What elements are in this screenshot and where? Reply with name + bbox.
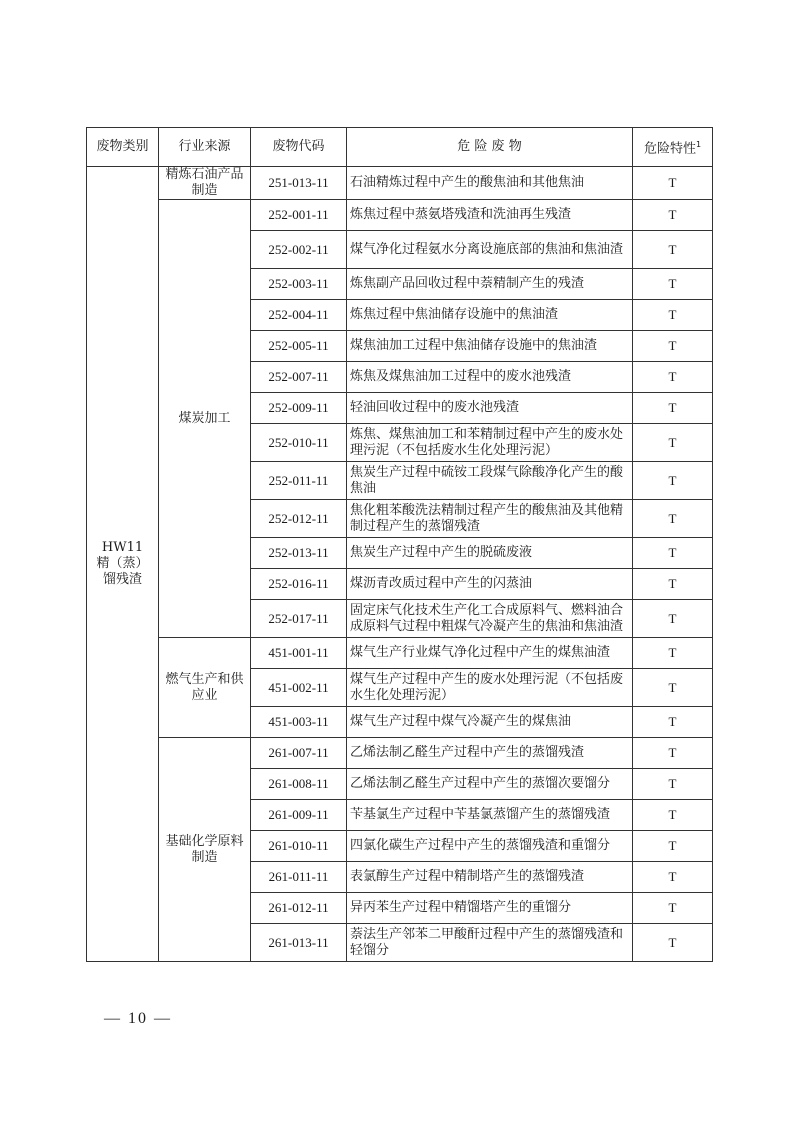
hazard-characteristic-cell: T xyxy=(633,862,713,893)
waste-description-cell: 炼焦、煤焦油加工和苯精制过程中产生的废水处理污泥（不包括废水生化处理污泥） xyxy=(347,424,633,462)
table-row xyxy=(87,167,713,200)
waste-description-cell: 煤气生产行业煤气净化过程中产生的煤焦油渣 xyxy=(347,638,633,669)
waste-description-cell: 表氯醇生产过程中精制塔产生的蒸馏残渣 xyxy=(347,862,633,893)
hazard-characteristic-cell: T xyxy=(633,200,713,231)
header-category: 废物类别 xyxy=(87,128,159,167)
hazard-characteristic-cell: T xyxy=(633,638,713,669)
waste-code-cell: 252-003-11 xyxy=(251,269,347,300)
waste-description-cell: 煤气生产过程中产生的废水处理污泥（不包括废水生化处理污泥） xyxy=(347,669,633,707)
waste-description-cell: 轻油回收过程中的废水池残渣 xyxy=(347,393,633,424)
hazard-characteristic-cell: T xyxy=(633,800,713,831)
waste-code-cell: 261-010-11 xyxy=(251,831,347,862)
waste-code-cell: 252-001-11 xyxy=(251,200,347,231)
waste-description-cell: 固定床气化技术生产化工合成原料气、燃料油合成原料气过程中粗煤气冷凝产生的焦油和焦油渣 xyxy=(347,600,633,638)
table-row xyxy=(87,200,713,231)
hazardous-waste-table xyxy=(86,127,713,962)
hazard-characteristic-cell: T xyxy=(633,300,713,331)
hazard-characteristic-cell: T xyxy=(633,569,713,600)
waste-code-cell: 451-003-11 xyxy=(251,707,347,738)
waste-code-cell: 252-011-11 xyxy=(251,462,347,500)
industry-source-cell: 基础化学原料 制造 xyxy=(159,738,251,962)
waste-code-cell: 252-009-11 xyxy=(251,393,347,424)
waste-description-cell: 炼焦过程中蒸氨塔残渣和洗油再生残渣 xyxy=(347,200,633,231)
hazard-characteristic-cell: T xyxy=(633,167,713,200)
hazard-characteristic-cell: T xyxy=(633,231,713,269)
header-hazard xyxy=(633,128,713,167)
waste-description-cell: 乙烯法制乙醛生产过程中产生的蒸馏残渣 xyxy=(347,738,633,769)
waste-code-cell: 251-013-11 xyxy=(251,167,347,200)
waste-code-cell: 261-013-11 xyxy=(251,924,347,962)
waste-description-cell: 萘法生产邻苯二甲酸酐过程中产生的蒸馏残渣和轻馏分 xyxy=(347,924,633,962)
hazard-characteristic-cell: T xyxy=(633,462,713,500)
waste-description-cell: 苄基氯生产过程中苄基氯蒸馏产生的蒸馏残渣 xyxy=(347,800,633,831)
page-number: — 10 — xyxy=(104,1010,172,1027)
hazard-characteristic-cell: T xyxy=(633,831,713,862)
table-body xyxy=(87,167,713,962)
hazard-characteristic-cell: T xyxy=(633,331,713,362)
header-description: 危 险 废 物 xyxy=(347,128,633,167)
hazard-characteristic-cell: T xyxy=(633,738,713,769)
waste-description-cell: 煤焦油加工过程中焦油储存设施中的焦油渣 xyxy=(347,331,633,362)
waste-description-cell: 石油精炼过程中产生的酸焦油和其他焦油 xyxy=(347,167,633,200)
waste-description-cell: 煤沥青改质过程中产生的闪蒸油 xyxy=(347,569,633,600)
waste-code-cell: 252-002-11 xyxy=(251,231,347,269)
hazard-characteristic-cell: T xyxy=(633,669,713,707)
waste-description-cell: 煤气生产过程中煤气冷凝产生的煤焦油 xyxy=(347,707,633,738)
table-header-row xyxy=(87,128,713,167)
waste-code-cell: 252-007-11 xyxy=(251,362,347,393)
waste-code-cell: 252-005-11 xyxy=(251,331,347,362)
hazard-characteristic-cell: T xyxy=(633,924,713,962)
hazard-characteristic-cell: T xyxy=(633,769,713,800)
waste-code-cell: 252-016-11 xyxy=(251,569,347,600)
waste-description-cell: 煤气净化过程氨水分离设施底部的焦油和焦油渣 xyxy=(347,231,633,269)
waste-description-cell: 焦化粗苯酸洗法精制过程产生的酸焦油及其他精制过程产生的蒸馏残渣 xyxy=(347,500,633,538)
hazard-characteristic-cell: T xyxy=(633,500,713,538)
waste-code-cell: 261-009-11 xyxy=(251,800,347,831)
waste-code-cell: 252-013-11 xyxy=(251,538,347,569)
hazard-characteristic-cell: T xyxy=(633,707,713,738)
waste-description-cell: 焦炭生产过程中硫铵工段煤气除酸净化产生的酸焦油 xyxy=(347,462,633,500)
waste-code-cell: 261-007-11 xyxy=(251,738,347,769)
waste-code-cell: 252-010-11 xyxy=(251,424,347,462)
waste-description-cell: 炼焦及煤焦油加工过程中的废水池残渣 xyxy=(347,362,633,393)
hazard-characteristic-cell: T xyxy=(633,893,713,924)
waste-description-cell: 异丙苯生产过程中精馏塔产生的重馏分 xyxy=(347,893,633,924)
waste-description-cell: 乙烯法制乙醛生产过程中产生的蒸馏次要馏分 xyxy=(347,769,633,800)
hazard-characteristic-cell: T xyxy=(633,393,713,424)
waste-description-cell: 炼焦副产品回收过程中萘精制产生的残渣 xyxy=(347,269,633,300)
hazard-characteristic-cell: T xyxy=(633,424,713,462)
waste-description-cell: 四氯化碳生产过程中产生的蒸馏残渣和重馏分 xyxy=(347,831,633,862)
waste-code-cell: 261-011-11 xyxy=(251,862,347,893)
waste-code-cell: 252-012-11 xyxy=(251,500,347,538)
hazard-characteristic-cell: T xyxy=(633,362,713,393)
industry-source-cell: 燃气生产和供 应业 xyxy=(159,638,251,738)
header-code: 废物代码 xyxy=(251,128,347,167)
waste-code-cell: 451-002-11 xyxy=(251,669,347,707)
waste-code-cell: 451-001-11 xyxy=(251,638,347,669)
waste-code-cell: 261-008-11 xyxy=(251,769,347,800)
header-hazard-footnote: 1 xyxy=(695,139,702,149)
hazard-characteristic-cell: T xyxy=(633,600,713,638)
waste-code-cell: 252-004-11 xyxy=(251,300,347,331)
waste-code-cell: 261-012-11 xyxy=(251,893,347,924)
waste-code-cell: 252-017-11 xyxy=(251,600,347,638)
header-hazard-label: 危险特性 xyxy=(643,141,696,157)
table-row xyxy=(87,638,713,669)
waste-description-cell: 焦炭生产过程中产生的脱硫废液 xyxy=(347,538,633,569)
header-industry: 行业来源 xyxy=(159,128,251,167)
industry-source-cell: 精炼石油产品 制造 xyxy=(159,167,251,200)
waste-category-cell: HW11 精（蒸） 馏残渣 xyxy=(87,167,159,962)
hazard-characteristic-cell: T xyxy=(633,538,713,569)
waste-description-cell: 炼焦过程中焦油储存设施中的焦油渣 xyxy=(347,300,633,331)
industry-source-cell: 煤炭加工 xyxy=(159,200,251,638)
hazard-characteristic-cell: T xyxy=(633,269,713,300)
table-row xyxy=(87,738,713,769)
